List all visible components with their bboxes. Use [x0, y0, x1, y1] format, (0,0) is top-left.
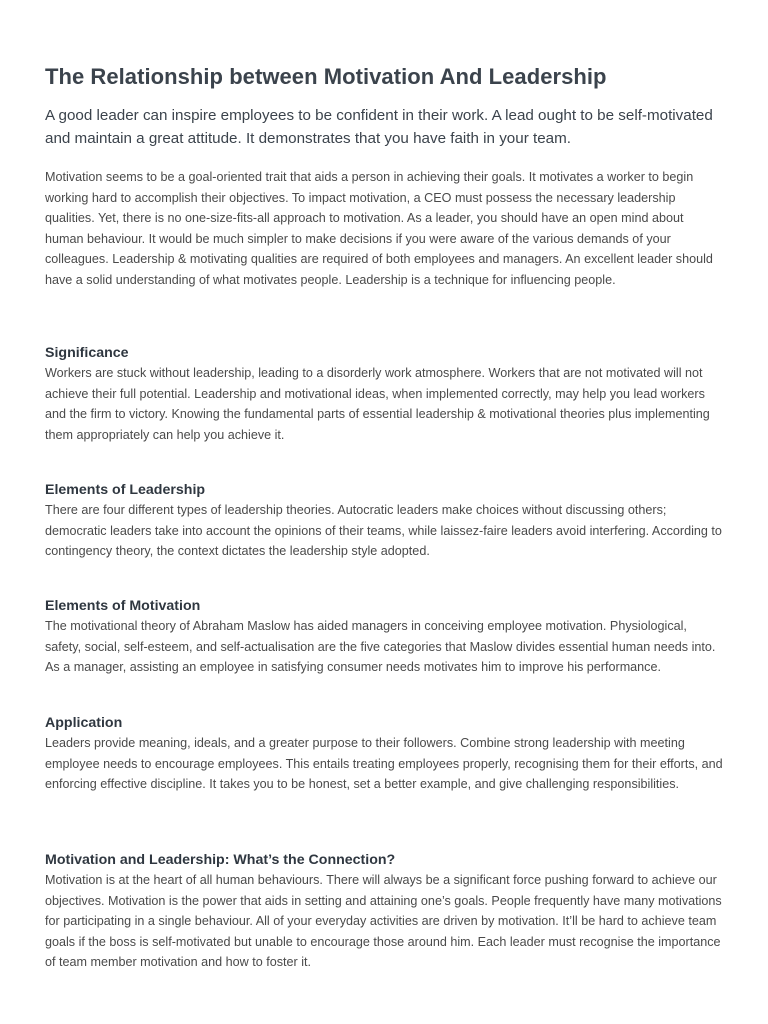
- section-elements-of-leadership: [45, 480, 725, 562]
- section-connection: [45, 850, 725, 973]
- section-elements-of-motivation: [45, 596, 725, 678]
- article-lead: A good leader can inspire employees to be confident in their work. A lead ought to be self-motivated and maintain a great attitude. It demonstrates that you have faith in your team.: [45, 107, 713, 147]
- article-intro: Motivation seems to be a goal-oriented trait that aids a person in achieving their goals. It motivates a worker to begin working hard to accomplish their objectives. To impact motivation, a CEO must possess the necessary leadership qualities. Yet, there is no one-size-fits-all approach to motivation. As a leader, you should have an open mind about human behaviour. It would be much simpler to make decisions if you were aware of the various demands of your colleagues. Leadership & motivating qualities are required of both employees and managers. An excellent leader should have a solid understanding of what motivates people. Leadership is a technique for influencing people.: [45, 170, 713, 287]
- article-title: The Relationship between Motivation And Leadership: [45, 64, 607, 89]
- section-heading: Significance: [45, 345, 129, 361]
- section-significance: [45, 343, 725, 445]
- section-application: [45, 713, 725, 795]
- section-heading: Elements of Motivation: [45, 598, 201, 614]
- section-heading: Application: [45, 715, 123, 731]
- section-body: Motivation is at the heart of all human behaviours. There will always be a significant force pushing forward to achieve our objectives. Motivation is the power that aids in setting and attaining one’s goals. People frequently have many motivations for participating in a single behaviour. All of your everyday activities are driven by motivation. It’ll be hard to achieve team goals if the boss is self-motivated but unable to encourage those around him. Each leader must recognise the importance of team member motivation and how to foster it.: [45, 873, 722, 970]
- section-body: There are four different types of leadership theories. Autocratic leaders make choices without discussing others; democratic leaders take into account the opinions of their teams, while laissez-faire leaders avoid interfering. According to contingency theory, the context dictates the leadership style adopted.: [45, 503, 722, 559]
- section-body: The motivational theory of Abraham Maslow has aided managers in conceiving employee motivation. Physiological, safety, social, self-esteem, and self-actualisation are the five categories that Maslow divides essential human needs into. As a manager, assisting an employee in satisfying consumer needs motivates him to improve his performance.: [45, 619, 716, 675]
- section-heading: Motivation and Leadership: What’s the Connection?: [45, 852, 396, 868]
- section-heading: Elements of Leadership: [45, 482, 206, 498]
- section-body: Leaders provide meaning, ideals, and a greater purpose to their followers. Combine strong leadership with meeting employee needs to encourage employees. This entails treating employees properly, recognising them for their efforts, and enforcing effective discipline. It takes you to be honest, set a better example, and give challenging responsibilities.: [45, 736, 723, 792]
- section-body: Workers are stuck without leadership, leading to a disorderly work atmosphere. Workers that are not motivated will not achieve their full potential. Leadership and motivational ideas, when implemented correctly, may help you lead workers and the firm to victory. Knowing the fundamental parts of essential leadership & motivational theories plus implementing them appropriately can help you achieve it.: [45, 366, 710, 442]
